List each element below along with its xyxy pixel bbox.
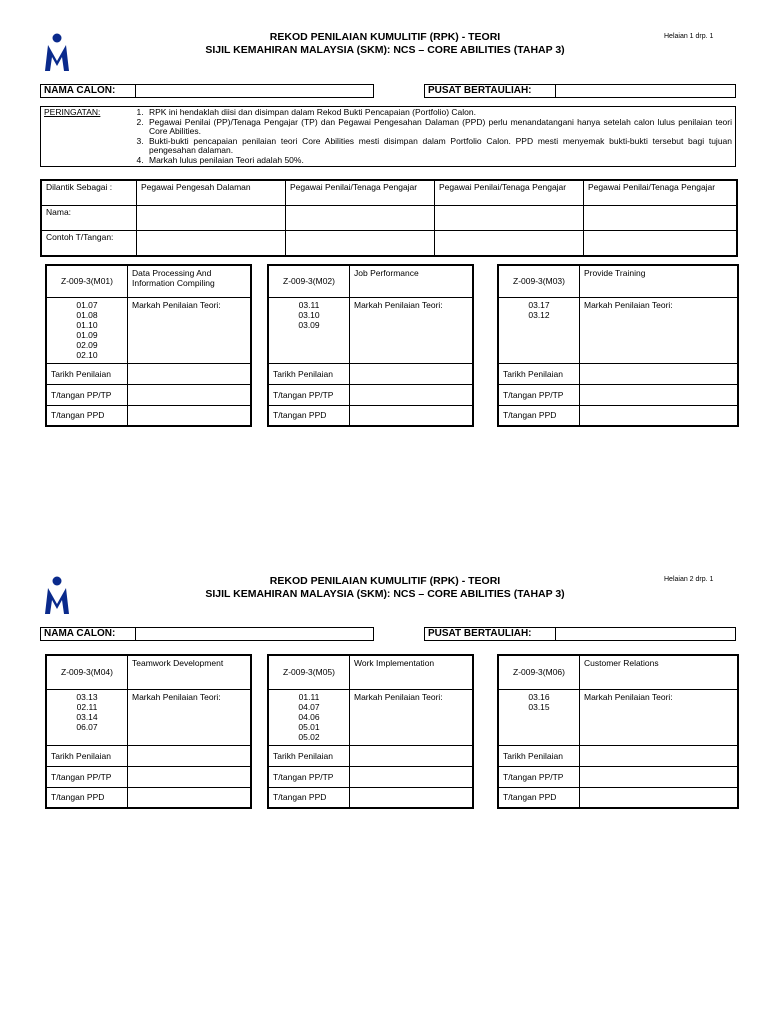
tarikh-label: Tarikh Penilaian: [498, 745, 580, 766]
ttppd-field[interactable]: [580, 787, 739, 808]
signatory-cell[interactable]: [137, 206, 286, 231]
ttppd-label: T/tangan PPD: [498, 405, 580, 426]
warning-label: PERINGATAN:: [44, 107, 101, 117]
ttppd-field[interactable]: [350, 405, 474, 426]
module-code: Z-009-3(M03): [498, 265, 580, 297]
ttppd-field[interactable]: [128, 787, 252, 808]
markah-field[interactable]: Markah Penilaian Teori:: [580, 689, 739, 745]
page-number: Helaian 2 drp. 1: [664, 576, 714, 583]
tarikh-field[interactable]: [128, 363, 252, 384]
ttppd-field[interactable]: [128, 405, 252, 426]
warning-item: 2. Pegawai Penilai (PP)/Tenaga Pengajar (TP) dan Pegawai Pengesahan Dalaman (PPD) perlu menandatangani hanya setelah calon lulus penilaian teori Core Abilities.: [146, 118, 732, 137]
module-code: Z-009-3(M06): [498, 655, 580, 689]
module-box-m03: [497, 264, 739, 427]
pusat-bertauliah-label: PUSAT BERTAULIAH:: [424, 627, 556, 641]
module-elements: 01.11 04.07 04.06 05.01 05.02: [268, 689, 350, 745]
warning-item: 3. Bukti-bukti pencapaian penilaian teori Core Abilities mesti disimpan dalam Portfolio Calon. PPD mesti menyemak bukti-bukti tersebut bagi tujuan pengesahan dalaman.: [146, 137, 732, 156]
module-title: Provide Training: [580, 265, 739, 297]
signatory-cell[interactable]: [286, 206, 435, 231]
pusat-bertauliah-field[interactable]: [556, 627, 736, 641]
signatory-cell[interactable]: [435, 206, 584, 231]
signatory-row-label: Nama:: [41, 206, 137, 231]
markah-field[interactable]: Markah Penilaian Teori:: [580, 297, 739, 363]
warning-list: [132, 108, 732, 165]
ttpp-label: T/tangan PP/TP: [46, 766, 128, 787]
tarikh-field[interactable]: [580, 745, 739, 766]
signatory-header: Dilantik Sebagai :: [41, 180, 137, 206]
signatory-row-label: Contoh T/Tangan:: [41, 231, 137, 257]
nama-calon-label: NAMA CALON:: [40, 84, 136, 98]
signatory-header: Pegawai Penilai/Tenaga Pengajar: [435, 180, 584, 206]
tarikh-label: Tarikh Penilaian: [268, 363, 350, 384]
ttpp-label: T/tangan PP/TP: [46, 384, 128, 405]
ttpp-label: T/tangan PP/TP: [268, 384, 350, 405]
tarikh-label: Tarikh Penilaian: [46, 363, 128, 384]
tarikh-field[interactable]: [350, 745, 474, 766]
module-elements: 01.07 01.08 01.10 01.09 02.09 02.10: [46, 297, 128, 363]
warning-item: 1. RPK ini hendaklah diisi dan disimpan dalam Rekod Bukti Pencapaian (Portfolio) Calon.: [146, 108, 732, 118]
ttppd-field[interactable]: [580, 405, 739, 426]
warning-box: [40, 106, 736, 167]
tarikh-label: Tarikh Penilaian: [46, 745, 128, 766]
module-box-m05: [267, 654, 474, 809]
ttppd-label: T/tangan PPD: [498, 787, 580, 808]
logo-icon: [44, 33, 70, 73]
markah-field[interactable]: Markah Penilaian Teori:: [350, 689, 474, 745]
ttpp-label: T/tangan PP/TP: [268, 766, 350, 787]
module-title: Job Performance: [350, 265, 474, 297]
ttppd-label: T/tangan PPD: [46, 787, 128, 808]
page-title: REKOD PENILAIAN KUMULITIF (RPK) - TEORI SIJIL KEMAHIRAN MALAYSIA (SKM): NCS – CORE ABILITIES (TAHAP 3): [205, 575, 565, 600]
nama-calon-label: NAMA CALON:: [40, 627, 136, 641]
ttpp-field[interactable]: [350, 766, 474, 787]
module-elements: 03.11 03.10 03.09: [268, 297, 350, 363]
module-box-m02: [267, 264, 474, 427]
nama-calon-field[interactable]: [136, 627, 374, 641]
pusat-bertauliah-label: PUSAT BERTAULIAH:: [424, 84, 556, 98]
ttppd-label: T/tangan PPD: [268, 405, 350, 426]
signatory-cell[interactable]: [137, 231, 286, 257]
module-title: Customer Relations: [580, 655, 739, 689]
warning-item: 4. Markah lulus penilaian Teori adalah 50%.: [146, 156, 732, 166]
signatory-table: [40, 179, 738, 257]
signatory-cell[interactable]: [435, 231, 584, 257]
signatory-header: Pegawai Pengesah Dalaman: [137, 180, 286, 206]
module-box-m04: [45, 654, 252, 809]
markah-field[interactable]: Markah Penilaian Teori:: [128, 689, 252, 745]
signatory-cell[interactable]: [584, 231, 738, 257]
tarikh-field[interactable]: [580, 363, 739, 384]
signatory-header: Pegawai Penilai/Tenaga Pengajar: [286, 180, 435, 206]
tarikh-label: Tarikh Penilaian: [498, 363, 580, 384]
ttpp-field[interactable]: [580, 766, 739, 787]
signatory-cell[interactable]: [286, 231, 435, 257]
module-code: Z-009-3(M01): [46, 265, 128, 297]
markah-field[interactable]: Markah Penilaian Teori:: [350, 297, 474, 363]
module-title: Work Implementation: [350, 655, 474, 689]
tarikh-field[interactable]: [350, 363, 474, 384]
module-elements: 03.17 03.12: [498, 297, 580, 363]
ttpp-field[interactable]: [128, 766, 252, 787]
module-title: Teamwork Development: [128, 655, 252, 689]
ttpp-field[interactable]: [350, 384, 474, 405]
module-title: Data Processing And Information Compiling: [128, 265, 252, 297]
ttppd-label: T/tangan PPD: [46, 405, 128, 426]
ttpp-label: T/tangan PP/TP: [498, 384, 580, 405]
ttppd-field[interactable]: [350, 787, 474, 808]
module-box-m01: [45, 264, 252, 427]
module-elements: 03.13 02.11 03.14 06.07: [46, 689, 128, 745]
page-number: Helaian 1 drp. 1: [664, 33, 714, 40]
ttppd-label: T/tangan PPD: [268, 787, 350, 808]
module-code: Z-009-3(M04): [46, 655, 128, 689]
tarikh-label: Tarikh Penilaian: [268, 745, 350, 766]
nama-calon-field[interactable]: [136, 84, 374, 98]
module-elements: 03.16 03.15: [498, 689, 580, 745]
pusat-bertauliah-field[interactable]: [556, 84, 736, 98]
ttpp-field[interactable]: [580, 384, 739, 405]
tarikh-field[interactable]: [128, 745, 252, 766]
logo-icon: [44, 576, 70, 616]
markah-field[interactable]: Markah Penilaian Teori:: [128, 297, 252, 363]
ttpp-field[interactable]: [128, 384, 252, 405]
module-box-m06: [497, 654, 739, 809]
module-code: Z-009-3(M05): [268, 655, 350, 689]
page-title: REKOD PENILAIAN KUMULITIF (RPK) - TEORI SIJIL KEMAHIRAN MALAYSIA (SKM): NCS – CORE ABILITIES (TAHAP 3): [205, 31, 565, 56]
module-code: Z-009-3(M02): [268, 265, 350, 297]
ttpp-label: T/tangan PP/TP: [498, 766, 580, 787]
signatory-cell[interactable]: [584, 206, 738, 231]
signatory-header: Pegawai Penilai/Tenaga Pengajar: [584, 180, 738, 206]
